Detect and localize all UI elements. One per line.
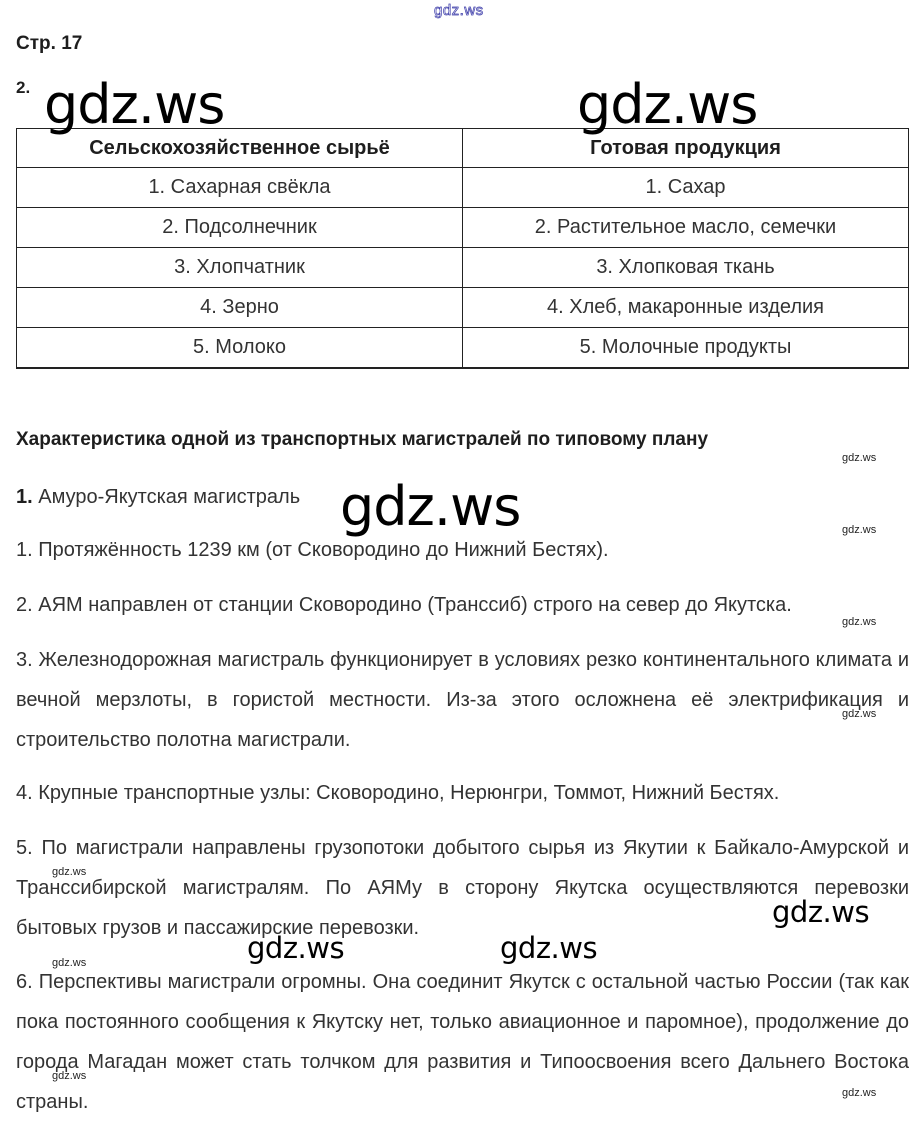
table-cell: 4. Хлеб, макаронные изделия	[463, 288, 909, 328]
table-cell: 4. Зерно	[17, 288, 463, 328]
table-row	[17, 208, 909, 248]
watermark-logo: gdz.ws	[500, 931, 598, 965]
watermark-logo: gdz.ws	[340, 475, 521, 538]
watermark-small: gdz.ws	[842, 1087, 877, 1099]
watermark-small: gdz.ws	[842, 616, 877, 628]
watermark-small: gdz.ws	[52, 1070, 87, 1082]
watermark-logo: gdz.ws	[44, 73, 225, 136]
point-prospects: 6. Перспективы магистрали огромны. Она соединит Якутск с остальной частью России (так как пока постоянного сообщения к Якутску нет, только авиационное и паромное), продолжение до города Магадан может стать толчком для развития и Типоосвоения всего Дальнего Востока страны.	[16, 971, 909, 1113]
watermark-small: gdz.ws	[52, 866, 87, 878]
table-row	[17, 328, 909, 369]
products-table	[16, 128, 909, 369]
table-row	[17, 168, 909, 208]
table-cell: 5. Молочные продукты	[463, 328, 909, 369]
table-cell: 2. Подсолнечник	[17, 208, 463, 248]
watermark-logo: gdz.ws	[247, 931, 345, 965]
watermark-logo: gdz.ws	[772, 895, 870, 929]
point-direction: 2. АЯМ направлен от станции Сковородино (Транссиб) строго на север до Якутска.	[16, 594, 792, 616]
table-cell: 5. Молоко	[17, 328, 463, 369]
header-finished-products: Готовая продукция	[463, 129, 909, 168]
section-title: Характеристика одной из транспортных магистралей по типовому плану	[16, 429, 709, 450]
top-watermark: gdz.ws	[434, 2, 484, 19]
point-length: 1. Протяжённость 1239 км (от Сковородино до Нижний Бестях).	[16, 539, 609, 561]
point-cargo: 5. По магистрали направлены грузопотоки добытого сырья из Якутии к Байкало-Амурской и Транссибирской магистралям. По АЯМу в сторону Якутска осуществляются перевозки бытовых грузов и пассажирские перевозки.	[16, 837, 909, 939]
table-row	[17, 248, 909, 288]
table-cell: 3. Хлопчатник	[17, 248, 463, 288]
watermark-small: gdz.ws	[842, 524, 877, 536]
point-conditions: 3. Железнодорожная магистраль функционирует в условиях резко континентального климата и вечной мерзлоты, в гористой местности. Из-за этого осложнена её электрификация и строительство полотна магистрали.	[16, 649, 909, 751]
watermark-small: gdz.ws	[842, 708, 877, 720]
header-raw-materials: Сельскохозяйственное сырьё	[17, 129, 463, 168]
point-hubs: 4. Крупные транспортные узлы: Сковородино, Нерюнгри, Томмот, Нижний Бестях.	[16, 782, 780, 804]
highway-title: Амуро-Якутская магистраль	[38, 486, 301, 508]
table-cell: 2. Растительное масло, семечки	[463, 208, 909, 248]
highway-number: 1.	[16, 486, 33, 508]
watermark-small: gdz.ws	[842, 452, 877, 464]
table-cell: 1. Сахарная свёкла	[17, 168, 463, 208]
table-row	[17, 288, 909, 328]
task-number: 2.	[16, 78, 31, 97]
watermark-logo: gdz.ws	[577, 73, 758, 136]
table-cell: 3. Хлопковая ткань	[463, 248, 909, 288]
page-label: Стр. 17	[16, 33, 83, 54]
table-cell: 1. Сахар	[463, 168, 909, 208]
watermark-small: gdz.ws	[52, 957, 87, 969]
